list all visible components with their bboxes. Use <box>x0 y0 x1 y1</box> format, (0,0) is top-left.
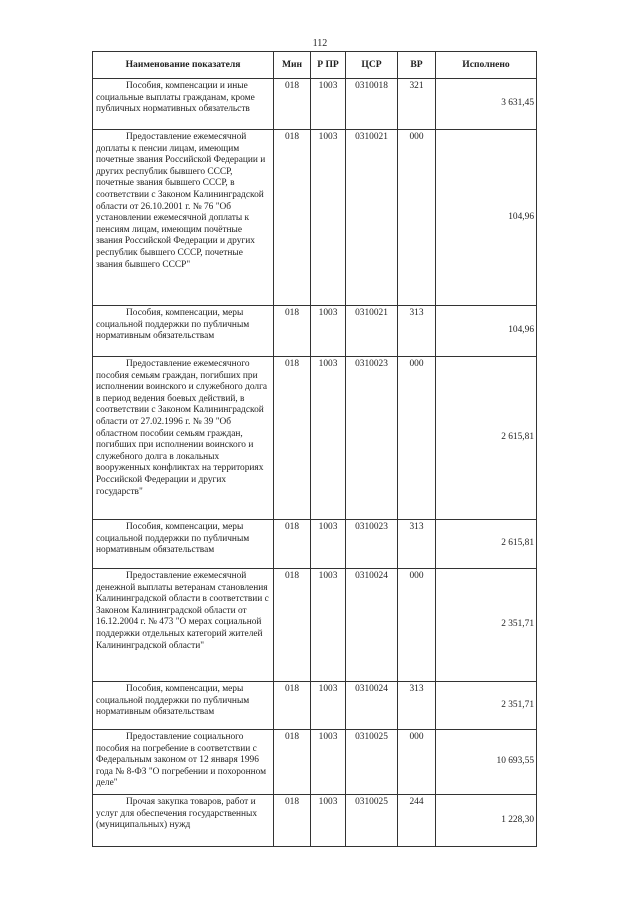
row-name: Прочая закупка товаров, работ и услуг для обеспечения государственных (муниципальных) нужд <box>93 795 274 847</box>
row-min: 018 <box>274 306 311 357</box>
row-name: Предоставление ежемесячного пособия семьям граждан, погибших при исполнении воинского и служебного долга в период ведения боевых действий, в соответствии с Законом Калининградской области от 27.02.1996 г. № 39 "Об областном пособии семьям граждан, погибших при исполнении воинского и служебного долга в локальных вооруженных конфликтах на территориях Российской Федерации и других государств" <box>93 357 274 520</box>
budget-table <box>92 51 537 847</box>
header-csr: ЦСР <box>346 52 398 79</box>
table-row <box>93 569 537 682</box>
row-csr: 0310024 <box>346 682 398 730</box>
row-rpr: 1003 <box>311 130 346 306</box>
header-name: Наименование показателя <box>93 52 274 79</box>
row-vr: 000 <box>398 357 436 520</box>
table-row <box>93 520 537 569</box>
row-exec: 2 615,81 <box>436 520 537 569</box>
row-rpr: 1003 <box>311 730 346 795</box>
row-vr: 000 <box>398 569 436 682</box>
row-name: Пособия, компенсации и иные социальные выплаты гражданам, кроме публичных нормативных обязательств <box>93 79 274 130</box>
row-rpr: 1003 <box>311 357 346 520</box>
row-rpr: 1003 <box>311 682 346 730</box>
row-vr: 321 <box>398 79 436 130</box>
row-min: 018 <box>274 130 311 306</box>
row-min: 018 <box>274 520 311 569</box>
row-rpr: 1003 <box>311 520 346 569</box>
row-rpr: 1003 <box>311 795 346 847</box>
row-min: 018 <box>274 79 311 130</box>
row-csr: 0310025 <box>346 730 398 795</box>
header-min: Мин <box>274 52 311 79</box>
table-header-row <box>93 52 537 79</box>
row-min: 018 <box>274 795 311 847</box>
header-exec: Исполнено <box>436 52 537 79</box>
table-row <box>93 306 537 357</box>
table-row <box>93 357 537 520</box>
row-csr: 0310023 <box>346 357 398 520</box>
row-exec: 104,96 <box>436 306 537 357</box>
row-exec: 2 615,81 <box>436 357 537 520</box>
row-csr: 0310021 <box>346 130 398 306</box>
row-name: Пособия, компенсации, меры социальной поддержки по публичным нормативным обязательствам <box>93 306 274 357</box>
row-rpr: 1003 <box>311 306 346 357</box>
row-min: 018 <box>274 357 311 520</box>
row-vr: 313 <box>398 682 436 730</box>
row-exec: 1 228,30 <box>436 795 537 847</box>
header-vr: ВР <box>398 52 436 79</box>
row-name: Пособия, компенсации, меры социальной поддержки по публичным нормативным обязательствам <box>93 520 274 569</box>
row-csr: 0310023 <box>346 520 398 569</box>
row-exec: 2 351,71 <box>436 682 537 730</box>
row-rpr: 1003 <box>311 569 346 682</box>
row-vr: 244 <box>398 795 436 847</box>
table-row <box>93 730 537 795</box>
row-csr: 0310018 <box>346 79 398 130</box>
table-row <box>93 130 537 306</box>
row-rpr: 1003 <box>311 79 346 130</box>
row-exec: 104,96 <box>436 130 537 306</box>
row-csr: 0310024 <box>346 569 398 682</box>
row-csr: 0310021 <box>346 306 398 357</box>
row-vr: 000 <box>398 130 436 306</box>
row-vr: 313 <box>398 306 436 357</box>
row-name: Пособия, компенсации, меры социальной поддержки по публичным нормативным обязательствам <box>93 682 274 730</box>
header-rpr: Р ПР <box>311 52 346 79</box>
table-row <box>93 795 537 847</box>
row-vr: 313 <box>398 520 436 569</box>
row-min: 018 <box>274 569 311 682</box>
row-name: Предоставление ежемесячной денежной выплаты ветеранам становления Калининградской области в соответствии с Законом Калининградской области от 16.12.2004 г. № 473 "О мерах социальной поддержки отдельных категорий жителей Калининградской области" <box>93 569 274 682</box>
row-exec: 2 351,71 <box>436 569 537 682</box>
row-name: Предоставление социального пособия на погребение в соответствии с Федеральным законом от 12 января 1996 года № 8-ФЗ "О погребении и похоронном деле" <box>93 730 274 795</box>
row-exec: 10 693,55 <box>436 730 537 795</box>
row-min: 018 <box>274 682 311 730</box>
row-min: 018 <box>274 730 311 795</box>
row-vr: 000 <box>398 730 436 795</box>
row-name: Предоставление ежемесячной доплаты к пенсии лицам, имеющим почетные звания Российской Федерации и других республик бывшего СССР, почетные звания бывшего СССР, в соответствии с Законом Калининградской области от 26.10.2001 г. № 76 "Об установлении ежемесячной доплаты к пенсиям лицам, имеющим почётные звания Российской Федерации и других республик бывшего СССР, почетные звания бывшего СССР" <box>93 130 274 306</box>
row-exec: 3 631,45 <box>436 79 537 130</box>
row-csr: 0310025 <box>346 795 398 847</box>
table-row <box>93 79 537 130</box>
table-row <box>93 682 537 730</box>
page-number: 112 <box>312 38 328 49</box>
